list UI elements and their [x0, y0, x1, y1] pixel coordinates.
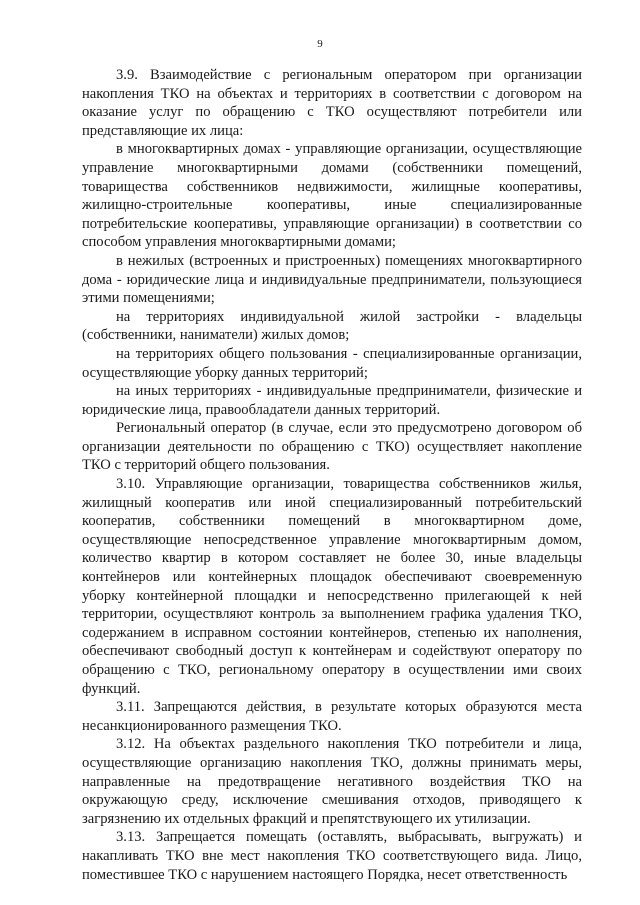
paragraph-3-11: 3.11. Запрещаются действия, в результате которых образуются места несанкционированного размещения ТКО.: [82, 699, 582, 734]
paragraph-3-9: 3.9. Взаимодействие с региональным оператором при организации накопления ТКО на объектах и территориях в соответствии с договором на оказание услуг по обращению с ТКО осуществляют потребители или представляющие их лица:: [82, 67, 582, 139]
paragraph-non-residential-premises: в нежилых (встроенных и пристроенных) помещениях многоквартирного дома - юридические лица и индивидуальные предприниматели, пользующиеся этими помещениями;: [82, 252, 582, 307]
document-body: [82, 66, 582, 884]
paragraph-regional-operator: Региональный оператор (в случае, если это предусмотрено договором об организации деятельности по обращению с ТКО) осуществляет накопление ТКО с территорий общего пользования.: [82, 420, 582, 474]
page-number: 9: [317, 38, 323, 50]
paragraph-other-territories: на иных территориях - индивидуальные предприниматели, физические и юридические лица, правообладатели данных территорий.: [82, 383, 582, 418]
paragraph-3-12: 3.12. На объектах раздельного накопления ТКО потребители и лица, осуществляющие организацию накопления ТКО, должны принимать меры, направленные на предотвращение негативного воздействия ТКО на окружающую среду, исключение смешивания отходов, приводящего к загрязнению их отдельных фракций и препятствующего их утилизации.: [82, 736, 582, 827]
paragraph-apartment-buildings: в многоквартирных домах - управляющие организации, осуществляющие управление многоквартирными домами (собственники помещений, товарищества собственников недвижимости, жилищные кооперативы, жилищно-строительные кооперативы, иные специализированные потребительские кооперативы, управляющие организации) в соответствии со способом управления многоквартирными домами;: [82, 141, 582, 251]
paragraph-public-areas: на территориях общего пользования - специализированные организации, осуществляющие уборку данных территорий;: [82, 345, 582, 381]
paragraph-3-13: 3.13. Запрещается помещать (оставлять, выбрасывать, выгружать) и накапливать ТКО вне мест накопления ТКО соответствующего вида. Лицо, поместившее ТКО с нарушением настоящего Порядка, несет ответственность: [82, 829, 582, 883]
paragraph-3-10: 3.10. Управляющие организации, товарищества собственников жилья, жилищный кооператив или иной специализированный потребительский кооператив, собственники помещений в многоквартирном доме, осуществляющие непосредственное управление многоквартирным домом, количество квартир в котором составляет не более 30, иные владельцы контейнеров или контейнерных площадок обеспечивают своевременную уборку контейнерной площадки и непосредственно прилегающей к ней территории, осуществляют контроль за выполнением графика удаления ТКО, содержанием в исправном состоянии контейнеров, степенью их наполнения, обеспечивают свободный доступ к контейнерам и содействуют оператору по обращению с ТКО, региональному оператору в осуществлении ими своих функций.: [82, 476, 582, 697]
paragraph-individual-housing: на территориях индивидуальной жилой застройки - владельцы (собственники, наниматели) жилых домов;: [82, 308, 582, 344]
